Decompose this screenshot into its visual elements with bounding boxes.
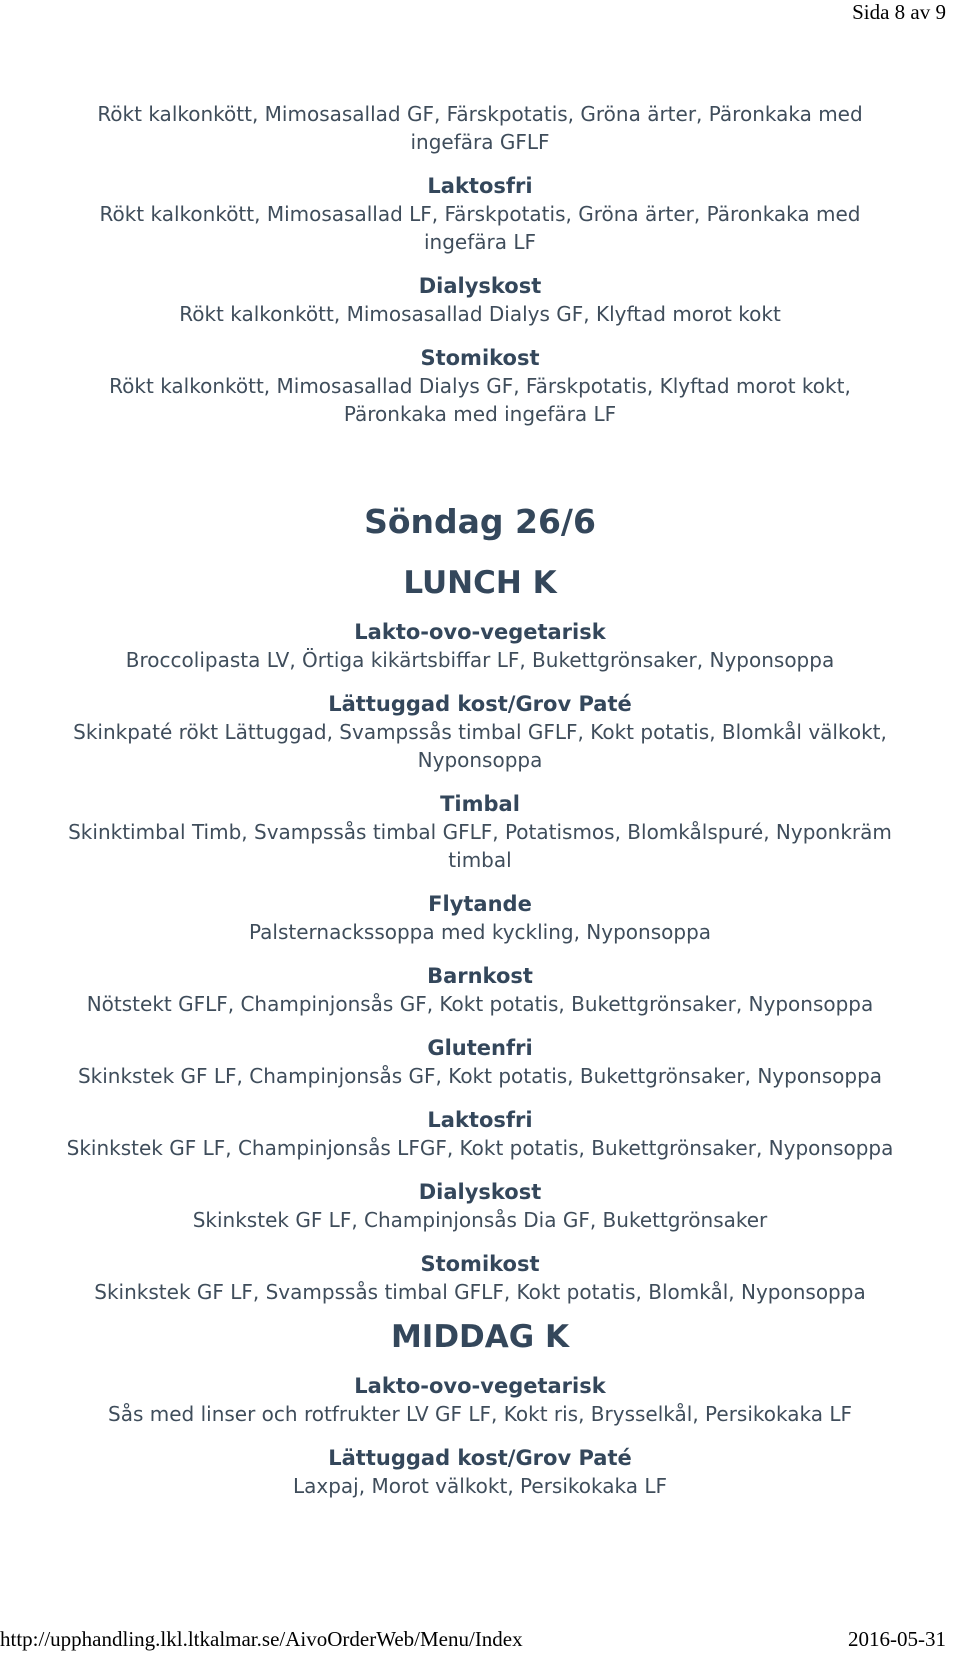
diet-title: Dialyskost xyxy=(418,274,542,298)
diet-title: Stomikost xyxy=(420,346,540,370)
menu-content xyxy=(0,100,960,1516)
diet-title: Lakto-ovo-vegetarisk xyxy=(354,1374,606,1398)
diet-menu: Skinktimbal Timb, Svampssås timbal GFLF, Potatismos, Blomkålspuré, Nyponkräm timbal xyxy=(68,820,892,872)
page-number: Sida 8 av 9 xyxy=(852,0,946,24)
diet-menu: Skinkpaté rökt Lättuggad, Svampssås timbal GFLF, Kokt potatis, Blomkål välkokt, Nyponsoppa xyxy=(73,720,887,772)
diet-title: Timbal xyxy=(440,792,520,816)
diet-menu: Nötstekt GFLF, Champinjonsås GF, Kokt potatis, Bukettgrönsaker, Nyponsoppa xyxy=(86,992,874,1016)
diet-title: Lakto-ovo-vegetarisk xyxy=(354,620,606,644)
diet-menu: Sås med linser och rotfrukter LV GF LF, Kokt ris, Brysselkål, Persikokaka LF xyxy=(108,1402,852,1426)
footer-url: http://upphandling.lkl.ltkalmar.se/AivoOrderWeb/Menu/Index xyxy=(0,1627,523,1651)
diet-menu: Skinkstek GF LF, Champinjonsås GF, Kokt potatis, Bukettgrönsaker, Nyponsoppa xyxy=(77,1064,883,1088)
diet-menu: Skinkstek GF LF, Svampssås timbal GFLF, Kokt potatis, Blomkål, Nyponsoppa xyxy=(94,1280,866,1304)
diet-title: Laktosfri xyxy=(427,1108,533,1132)
diet-title: Stomikost xyxy=(420,1252,540,1276)
diet-menu: Rökt kalkonkött, Mimosasallad Dialys GF, Klyftad morot kokt xyxy=(179,302,781,326)
lunch-heading: LUNCH K xyxy=(403,565,557,601)
diet-menu: Skinkstek GF LF, Champinjonsås Dia GF, Bukettgrönsaker xyxy=(192,1208,768,1232)
dinner-heading: MIDDAG K xyxy=(390,1319,570,1355)
diet-title: Lättuggad kost/Grov Paté xyxy=(328,692,632,716)
diet-menu: Rökt kalkonkött, Mimosasallad Dialys GF, Färskpotatis, Klyftad morot kokt, Päronkaka med ingefära LF xyxy=(109,374,851,426)
intro-body: Rökt kalkonkött, Mimosasallad GF, Färskpotatis, Gröna ärter, Päronkaka med ingefära GFLF xyxy=(97,102,863,154)
diet-title: Laktosfri xyxy=(427,174,533,198)
diet-title: Dialyskost xyxy=(418,1180,542,1204)
diet-menu: Broccolipasta LV, Örtiga kikärtsbiffar LF, Bukettgrönsaker, Nyponsoppa xyxy=(125,648,835,672)
diet-menu: Palsternackssoppa med kyckling, Nyponsoppa xyxy=(248,920,712,944)
diet-menu: Laxpaj, Morot välkokt, Persikokaka LF xyxy=(293,1474,667,1498)
lunch-section xyxy=(55,618,905,1306)
page-footer xyxy=(0,1624,960,1654)
diet-title: Lättuggad kost/Grov Paté xyxy=(328,1446,632,1470)
footer-date: 2016-05-31 xyxy=(848,1627,946,1651)
diet-title: Flytande xyxy=(428,892,532,916)
diet-menu: Skinkstek GF LF, Champinjonsås LFGF, Kokt potatis, Bukettgrönsaker, Nyponsoppa xyxy=(66,1136,894,1160)
day-heading: Söndag 26/6 xyxy=(364,502,596,541)
diet-menu: Rökt kalkonkött, Mimosasallad LF, Färskpotatis, Gröna ärter, Päronkaka med ingefära LF xyxy=(99,202,861,254)
diet-title: Glutenfri xyxy=(427,1036,533,1060)
dinner-section xyxy=(55,1372,905,1500)
intro-section xyxy=(55,100,905,428)
diet-title: Barnkost xyxy=(427,964,533,988)
